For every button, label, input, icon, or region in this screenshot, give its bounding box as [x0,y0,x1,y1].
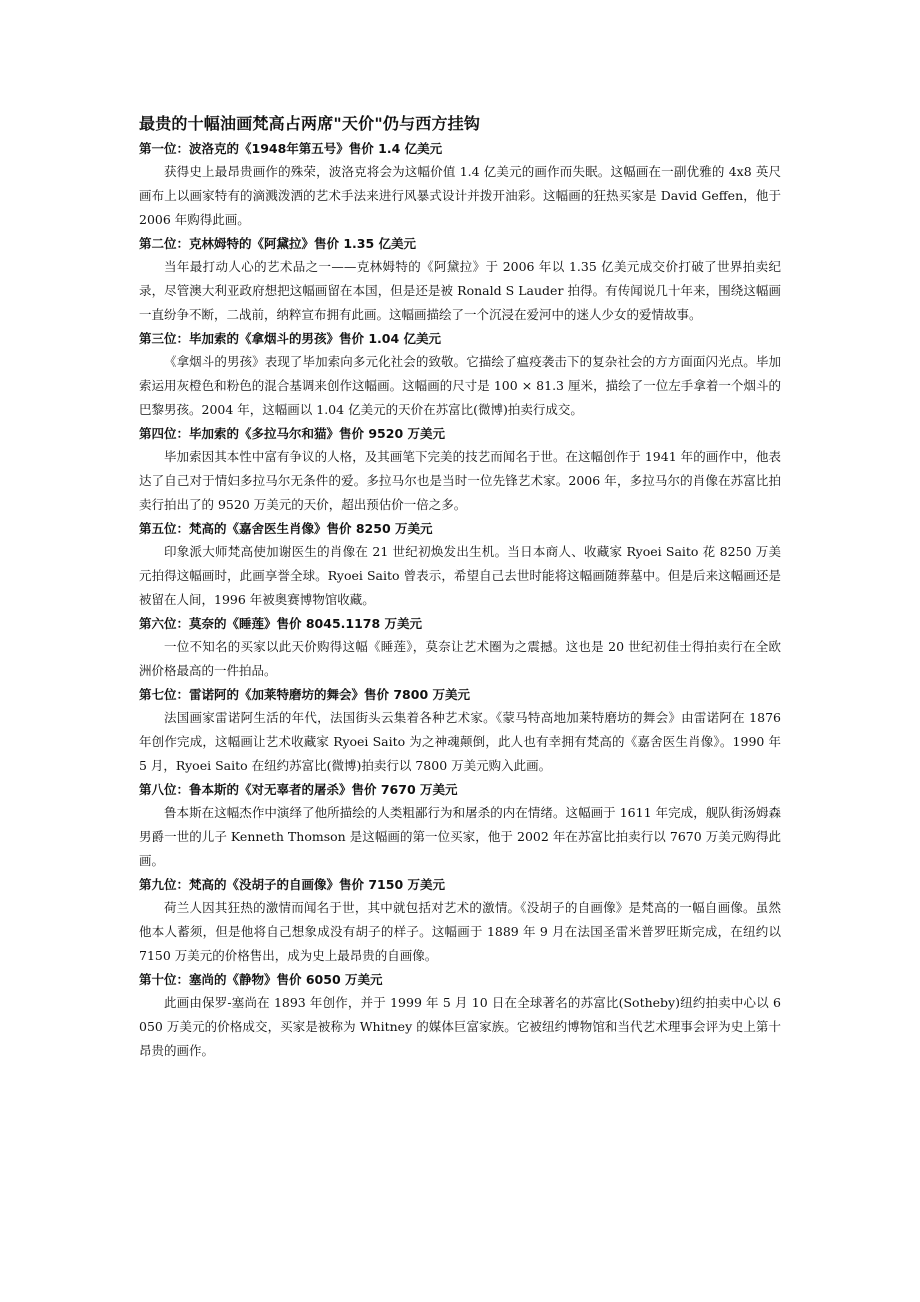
entry-heading: 第四位：毕加索的《多拉马尔和猫》售价 9520 万美元 [139,426,445,441]
ranking-entry-1 [139,138,781,232]
entry-heading: 第二位：克林姆特的《阿黛拉》售价 1.35 亿美元 [139,236,417,251]
entry-heading: 第一位：波洛克的《1948年第五号》售价 1.4 亿美元 [139,141,443,156]
entry-body: 法国画家雷诺阿生活的年代，法国街头云集着各种艺术家。《蒙马特高地加莱特磨坊的舞会》由雷诺阿在 1876 年创作完成，这幅画让艺术收藏家 Ryoei Saito 为之神魂颠倒，此人也有幸拥有梵高的《嘉舍医生肖像》。1990 年 5 月，Ryoei Saito 在纽约苏富比(微博)拍卖行以 7800 万美元购入此画。 [139,710,781,773]
document-title: 最贵的十幅油画梵高占两席"天价"仍与西方挂钩 [139,114,481,133]
entry-body: 此画由保罗-塞尚在 1893 年创作，并于 1999 年 5 月 10 日在全球著名的苏富比(Sotheby)纽约拍卖中心以 6050 万美元的价格成交，买家是被称为 Whitney 的媒体巨富家族。它被纽约博物馆和当代艺术理事会评为史上第十昂贵的画作。 [139,995,781,1058]
entry-heading: 第九位：梵高的《没胡子的自画像》售价 7150 万美元 [139,877,445,892]
ranking-entry-5 [139,518,781,612]
entry-heading: 第十位：塞尚的《静物》售价 6050 万美元 [139,972,383,987]
entry-body: 荷兰人因其狂热的激情而闻名于世，其中就包括对艺术的激情。《没胡子的自画像》是梵高的一幅自画像。虽然他本人蓄须，但是他将自己想象成没有胡子的样子。这幅画于 1889 年 9 月在法国圣雷米普罗旺斯完成，在纽约以 7150 万美元的价格售出，成为史上最昂贵的自画像。 [139,900,781,963]
entry-body: 毕加索因其本性中富有争议的人格，及其画笔下完美的技艺而闻名于世。在这幅创作于 1941 年的画作中，他表达了自己对于情妇多拉马尔无条件的爱。多拉马尔也是当时一位先锋艺术家。2006 年，多拉马尔的肖像在苏富比拍卖行拍出了的 9520 万美元的天价，超出预估价一倍之多。 [139,449,781,512]
entry-heading: 第七位：雷诺阿的《加莱特磨坊的舞会》售价 7800 万美元 [139,687,470,702]
ranking-entry-2 [139,233,781,327]
ranking-entry-3 [139,328,781,422]
document-page [139,112,781,1064]
entry-body: 获得史上最昂贵画作的殊荣，波洛克将会为这幅价值 1.4 亿美元的画作而失眠。这幅画在一副优雅的 4x8 英尺画布上以画家特有的滴溅泼洒的艺术手法来进行风暴式设计并拨开油彩。这幅画的狂热买家是 David Geffen，他于 2006 年购得此画。 [139,164,781,227]
entry-body: 鲁本斯在这幅杰作中演绎了他所描绘的人类粗鄙行为和屠杀的内在情绪。这幅画于 1611 年完成，舰队街汤姆森男爵一世的儿子 Kenneth Thomson 是这幅画的第一位买家，他于 2002 年在苏富比拍卖行以 7670 万美元购得此画。 [139,805,781,868]
entry-heading: 第五位：梵高的《嘉舍医生肖像》售价 8250 万美元 [139,521,433,536]
entry-body: 当年最打动人心的艺术品之一——克林姆特的《阿黛拉》于 2006 年以 1.35 亿美元成交价打破了世界拍卖纪录，尽管澳大利亚政府想把这幅画留在本国，但是还是被 Ronald S Lauder 拍得。有传闻说几十年来，围绕这幅画一直纷争不断，二战前，纳粹宣布拥有此画。这幅画描绘了一个沉浸在爱河中的迷人少女的爱情故事。 [139,259,781,322]
ranking-entry-6 [139,613,781,683]
entry-heading: 第三位：毕加索的《拿烟斗的男孩》售价 1.04 亿美元 [139,331,442,346]
ranking-entry-4 [139,423,781,517]
entry-body: 印象派大师梵高使加谢医生的肖像在 21 世纪初焕发出生机。当日本商人、收藏家 Ryoei Saito 花 8250 万美元拍得这幅画时，此画享誉全球。Ryoei Saito 曾表示，希望自己去世时能将这幅画随葬墓中。但是后来这幅画还是被留在人间，1996 年被奥赛博物馆收藏。 [139,544,781,607]
ranking-entry-7 [139,684,781,778]
ranking-entry-8 [139,779,781,873]
entry-heading: 第六位：莫奈的《睡莲》售价 8045.1178 万美元 [139,616,423,631]
ranking-entry-10 [139,969,781,1063]
entry-heading: 第八位：鲁本斯的《对无辜者的屠杀》售价 7670 万美元 [139,782,458,797]
entry-body: 一位不知名的买家以此天价购得这幅《睡莲》，莫奈让艺术圈为之震撼。这也是 20 世纪初佳士得拍卖行在全欧洲价格最高的一件拍品。 [139,639,781,678]
ranking-entry-9 [139,874,781,968]
entry-body: 《拿烟斗的男孩》表现了毕加索向多元化社会的致敬。它描绘了瘟疫袭击下的复杂社会的方方面面闪光点。毕加索运用灰橙色和粉色的混合基调来创作这幅画。这幅画的尺寸是 100 × 81.3 厘米，描绘了一位左手拿着一个烟斗的巴黎男孩。2004 年，这幅画以 1.04 亿美元的天价在苏富比(微博)拍卖行成交。 [139,354,781,417]
